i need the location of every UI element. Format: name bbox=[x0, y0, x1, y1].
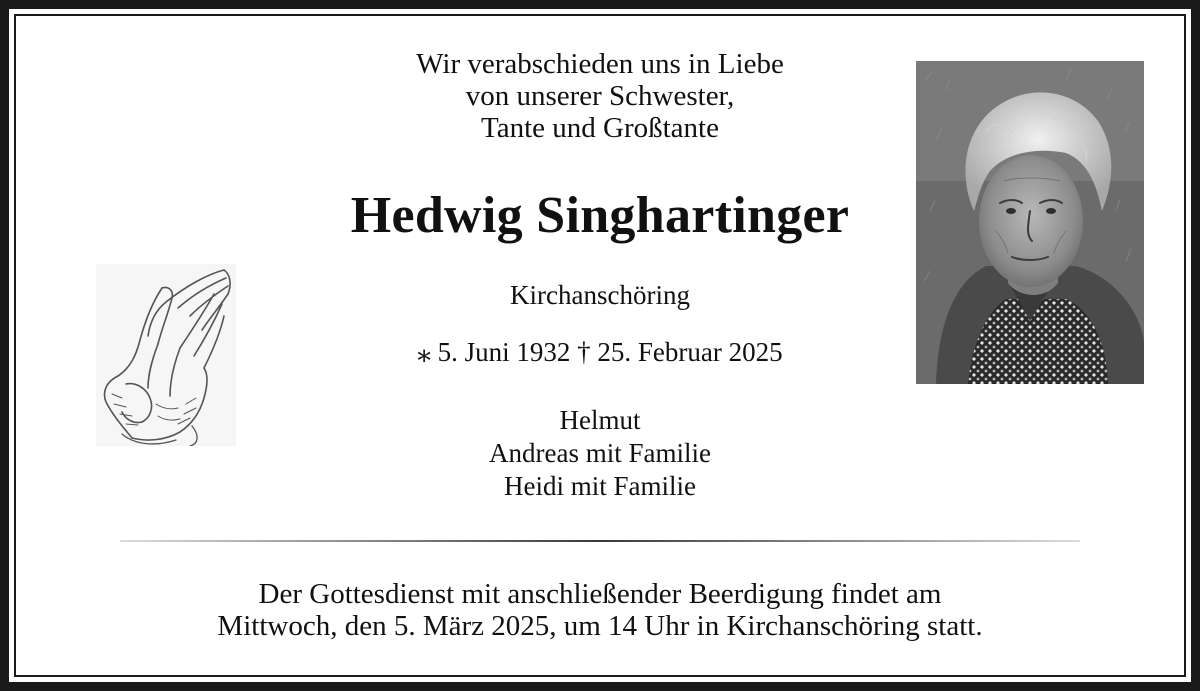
funeral-service-info bbox=[100, 578, 1100, 642]
intro-line: von unserer Schwester, bbox=[465, 80, 735, 112]
service-line: Der Gottesdienst mit anschließender Beerdigung findet am bbox=[258, 578, 942, 610]
mourner-name: Helmut bbox=[559, 405, 641, 435]
mourners-list bbox=[300, 404, 900, 503]
service-line: Mittwoch, den 5. März 2025, um 14 Uhr in Kirchanschöring statt. bbox=[217, 610, 983, 642]
mourner-name: Andreas mit Familie bbox=[489, 438, 711, 468]
mourner-name: Heidi mit Familie bbox=[504, 471, 696, 501]
deceased-name: Hedwig Singhartinger bbox=[350, 187, 850, 244]
intro-line: Tante und Großtante bbox=[481, 112, 719, 144]
life-dates: ⁎ 5. Juni 1932 † 25. Februar 2025 bbox=[417, 337, 783, 367]
intro-line: Wir verabschieden uns in Liebe bbox=[416, 48, 784, 80]
portrait-photo bbox=[916, 61, 1144, 384]
place-of-residence: Kirchanschöring bbox=[510, 280, 690, 310]
praying-hands-icon bbox=[96, 264, 236, 446]
divider-line bbox=[120, 540, 1080, 542]
intro-text bbox=[300, 48, 900, 144]
